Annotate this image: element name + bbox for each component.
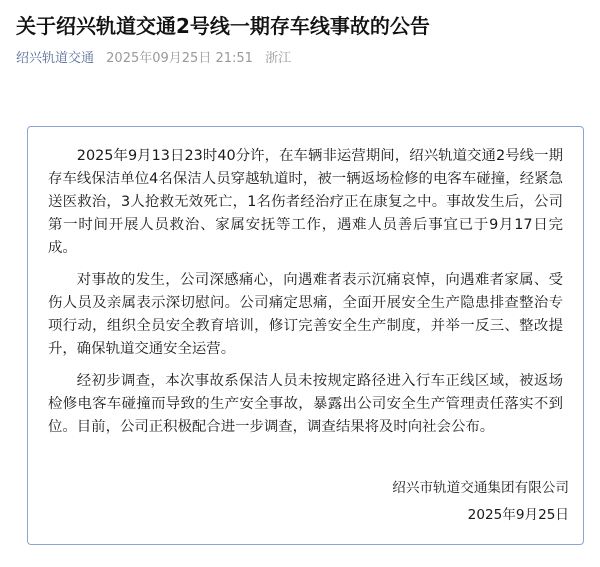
article-meta: [16, 50, 291, 68]
signature-organization: 绍兴市轨道交通集团有限公司: [392, 480, 569, 496]
article-title: 关于绍兴轨道交通2号线一期存车线事故的公告: [16, 14, 430, 38]
notice-paragraph-2: 对事故的发生，公司深感痛心，向遇难者表示沉痛哀悼，向遇难者家属、受伤人员及亲属表示深切慰问。公司痛定思痛，全面开展安全生产隐患排查整治专项行动，组织全员安全教育培训，修订完善安全生产制度，并举一反三、整改提升，确保轨道交通安全运营。: [48, 272, 563, 357]
notice-body: [48, 145, 563, 448]
notice-paragraph-1: 2025年9月13日23时40分许，在车辆非运营期间，绍兴轨道交通2号线一期存车线保洁单位4名保洁人员穿越轨道时，被一辆返场检修的电客车碰撞，经紧急送医救治，3人抢救无效死亡，1名伤者经治疗正在康复之中。事故发生后，公司第一时间开展人员救治、家属安抚等工作，遇难人员善后事宜已于9月17日完成。: [48, 148, 563, 256]
notice-signature: [392, 477, 569, 531]
notice-box: [27, 126, 584, 545]
publish-time: 2025年09月25日 21:51: [106, 51, 253, 66]
publish-location: 浙江: [265, 51, 292, 66]
signature-date: 2025年9月25日: [467, 507, 569, 523]
source-account-link[interactable]: 绍兴轨道交通: [16, 51, 95, 66]
notice-paragraph-3: 经初步调查，本次事故系保洁人员未按规定路径进入行车正线区域，被返场检修电客车碰撞而导致的生产安全事故，暴露出公司安全生产管理责任落实不到位。目前，公司正积极配合进一步调查，调查结果将及时向社会公布。: [48, 373, 563, 435]
